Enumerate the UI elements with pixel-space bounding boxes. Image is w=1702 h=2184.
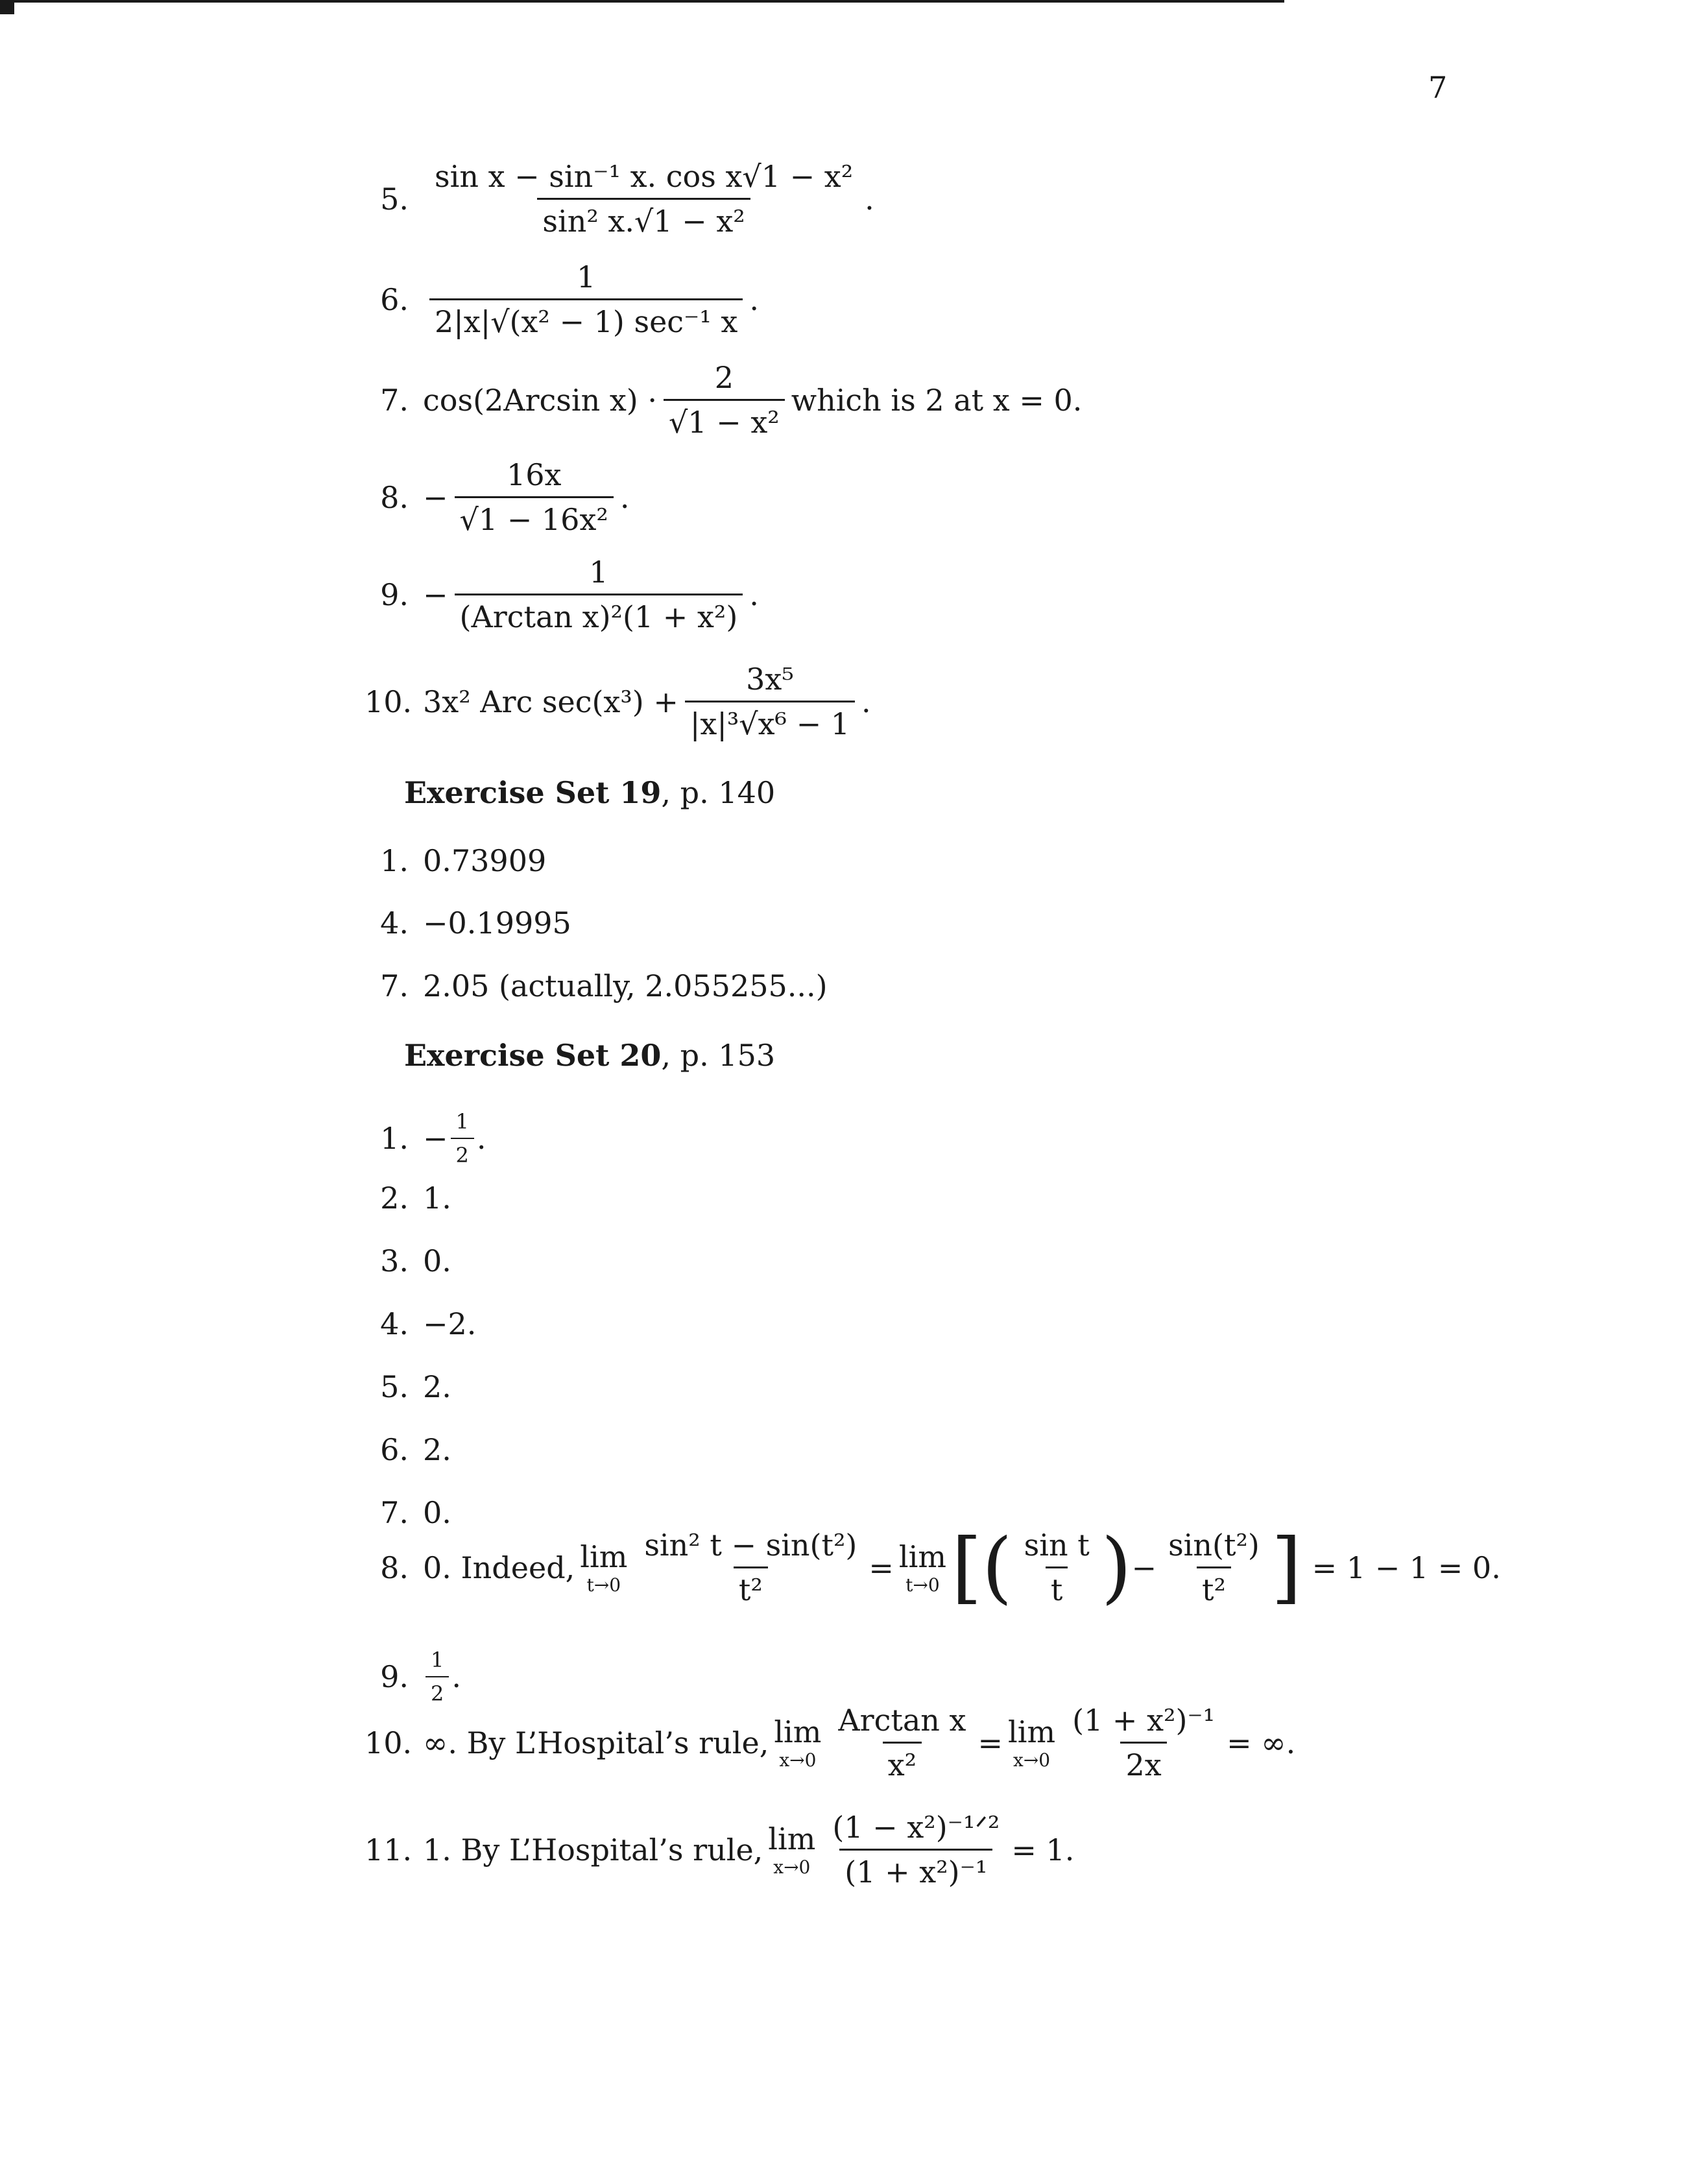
answer-number: 3. bbox=[380, 1243, 409, 1278]
expression-tail: = 1. bbox=[1011, 1832, 1075, 1867]
expression-tail: = 1 − 1 = 0. bbox=[1312, 1550, 1501, 1585]
set20-answer-10 bbox=[365, 1703, 1295, 1782]
set20-answer-8 bbox=[376, 1522, 1501, 1613]
numerator: sin x − sin⁻¹ x. cos x√1 − x² bbox=[435, 159, 854, 194]
left-bracket: [ bbox=[951, 1522, 982, 1613]
minus-sign: − bbox=[1131, 1550, 1157, 1585]
answer-9 bbox=[376, 555, 759, 634]
fraction bbox=[1019, 1528, 1095, 1607]
set20-answer bbox=[376, 1432, 451, 1467]
answer-text: 0. bbox=[423, 1243, 451, 1278]
denominator: √1 − x² bbox=[664, 399, 785, 440]
fraction bbox=[827, 1810, 1005, 1890]
answer-number: 9. bbox=[380, 1659, 409, 1694]
numerator: sin(t²) bbox=[1168, 1528, 1260, 1563]
answer-text: 2.05 (actually, 2.055255...) bbox=[423, 968, 828, 1003]
set20-answer bbox=[376, 1306, 476, 1341]
numerator: 1 bbox=[589, 555, 608, 590]
expression-lead: cos(2Arcsin x) · bbox=[423, 382, 657, 418]
limit-label: lim bbox=[768, 1821, 816, 1856]
numerator: 16x bbox=[506, 457, 562, 492]
answer-6 bbox=[376, 259, 759, 339]
denominator: x² bbox=[883, 1742, 922, 1782]
exercise-set-20-heading bbox=[404, 1038, 775, 1073]
heading-page-ref: , p. 153 bbox=[661, 1038, 776, 1073]
fraction bbox=[455, 555, 743, 634]
denominator: 2x bbox=[1120, 1742, 1166, 1782]
heading-title: Exercise Set 20 bbox=[404, 1038, 662, 1073]
punctuation: . bbox=[749, 577, 759, 612]
set20-answer-1 bbox=[376, 1109, 486, 1168]
punctuation: . bbox=[861, 684, 871, 719]
expression-tail: which is 2 at x = 0. bbox=[791, 382, 1083, 418]
equals-sign: = bbox=[869, 1550, 894, 1585]
set20-answer bbox=[376, 1181, 451, 1216]
answer-text: 2. bbox=[423, 1432, 451, 1467]
answer-number: 1. bbox=[380, 843, 409, 878]
numerator: (1 − x²)⁻¹ᐟ² bbox=[832, 1810, 1000, 1845]
answer-number: 5. bbox=[380, 181, 409, 217]
punctuation: . bbox=[451, 1659, 461, 1694]
fraction bbox=[429, 159, 858, 239]
set20-answer-11 bbox=[365, 1810, 1074, 1890]
answer-number: 10. bbox=[365, 1725, 413, 1760]
numerator: 2 bbox=[714, 360, 734, 395]
set19-answer bbox=[376, 906, 571, 941]
numerator: sin t bbox=[1024, 1528, 1090, 1563]
limit-subscript: x→0 bbox=[1013, 1749, 1051, 1771]
denominator: sin² x.√1 − x² bbox=[537, 198, 750, 239]
page-number: 7 bbox=[1428, 70, 1448, 105]
answer-10 bbox=[365, 662, 871, 741]
right-bracket: ] bbox=[1271, 1522, 1302, 1613]
answer-8 bbox=[376, 457, 629, 537]
set19-answer bbox=[376, 843, 546, 878]
fraction bbox=[1067, 1703, 1220, 1782]
minus-sign: − bbox=[423, 479, 448, 515]
answer-number: 7. bbox=[380, 382, 409, 418]
answer-number: 6. bbox=[380, 1432, 409, 1467]
answer-number: 9. bbox=[380, 577, 409, 612]
denominator: 2|x|√(x² − 1) sec⁻¹ x bbox=[429, 298, 743, 339]
limit-label: lim bbox=[774, 1714, 822, 1749]
exercise-set-19-heading bbox=[404, 775, 775, 810]
punctuation: . bbox=[749, 282, 759, 317]
numerator: 1 bbox=[455, 1109, 469, 1134]
answer-text: 0. bbox=[423, 1495, 451, 1530]
denominator: |x|³√x⁶ − 1 bbox=[685, 701, 855, 741]
denominator: 2 bbox=[426, 1676, 449, 1706]
heading-page-ref: , p. 140 bbox=[661, 775, 776, 810]
left-paren: ( bbox=[981, 1522, 1013, 1613]
fraction bbox=[429, 259, 743, 339]
answer-number: 7. bbox=[380, 968, 409, 1003]
limit-subscript: x→0 bbox=[773, 1856, 811, 1878]
fraction bbox=[426, 1648, 449, 1706]
answer-number: 1. bbox=[380, 1121, 409, 1156]
minus-sign: − bbox=[423, 1121, 448, 1156]
fraction bbox=[685, 662, 855, 741]
limit-label: lim bbox=[580, 1539, 628, 1574]
answer-number: 10. bbox=[365, 684, 413, 719]
punctuation: . bbox=[619, 479, 630, 515]
answer-number: 5. bbox=[380, 1369, 409, 1404]
scan-corner-mark bbox=[0, 0, 14, 14]
limit-operator bbox=[774, 1714, 821, 1771]
numerator: (1 + x²)⁻¹ bbox=[1072, 1703, 1216, 1738]
fraction bbox=[455, 457, 614, 537]
heading-title: Exercise Set 19 bbox=[404, 775, 662, 810]
set20-answer-9 bbox=[376, 1648, 461, 1706]
set19-answer bbox=[376, 968, 828, 1003]
punctuation: . bbox=[865, 181, 874, 217]
numerator: 1 bbox=[431, 1648, 444, 1672]
numerator: Arctan x bbox=[838, 1703, 966, 1738]
limit-label: lim bbox=[1008, 1714, 1056, 1749]
answer-text: 0.73909 bbox=[423, 843, 547, 878]
expression-tail: = ∞. bbox=[1227, 1725, 1296, 1760]
minus-sign: − bbox=[423, 577, 448, 612]
answer-number: 8. bbox=[380, 1550, 409, 1585]
denominator: (1 + x²)⁻¹ bbox=[839, 1849, 992, 1890]
set20-answer bbox=[376, 1243, 451, 1278]
fraction bbox=[664, 360, 785, 440]
fraction bbox=[1163, 1528, 1265, 1607]
right-paren: ) bbox=[1101, 1522, 1132, 1613]
answer-text: −0.19995 bbox=[423, 906, 571, 941]
answer-number: 7. bbox=[380, 1495, 409, 1530]
set20-answer bbox=[376, 1495, 451, 1530]
numerator: sin² t − sin(t²) bbox=[644, 1528, 857, 1563]
limit-label: lim bbox=[898, 1539, 946, 1574]
answer-number: 6. bbox=[380, 282, 409, 317]
expression-lead: ∞. By L’Hospital’s rule, bbox=[423, 1725, 769, 1760]
fraction bbox=[451, 1109, 474, 1168]
expression-lead: 1. By L’Hospital’s rule, bbox=[423, 1832, 763, 1867]
answer-number: 4. bbox=[380, 906, 409, 941]
limit-operator bbox=[580, 1539, 627, 1596]
fraction bbox=[833, 1703, 971, 1782]
limit-subscript: x→0 bbox=[779, 1749, 817, 1771]
equals-sign: = bbox=[977, 1725, 1003, 1760]
answer-text: 1. bbox=[423, 1181, 451, 1216]
denominator: t² bbox=[734, 1566, 768, 1607]
answer-7 bbox=[376, 360, 1082, 440]
denominator: 2 bbox=[451, 1138, 474, 1168]
answer-number: 8. bbox=[380, 479, 409, 515]
limit-subscript: t→0 bbox=[905, 1574, 940, 1596]
scan-edge-line bbox=[0, 0, 1284, 3]
answer-number: 4. bbox=[380, 1306, 409, 1341]
limit-operator bbox=[768, 1821, 815, 1878]
answer-number: 11. bbox=[365, 1832, 413, 1867]
answer-text: −2. bbox=[423, 1306, 477, 1341]
expression-lead: 3x² Arc sec(x³) + bbox=[423, 684, 678, 719]
denominator: t bbox=[1046, 1566, 1068, 1607]
punctuation: . bbox=[476, 1121, 486, 1156]
set20-answer bbox=[376, 1369, 451, 1404]
limit-operator bbox=[899, 1539, 946, 1596]
numerator: 3x⁵ bbox=[746, 662, 794, 697]
fraction bbox=[639, 1528, 862, 1607]
expression-lead: 0. Indeed, bbox=[423, 1550, 575, 1585]
answer-number: 2. bbox=[380, 1181, 409, 1216]
denominator: √1 − 16x² bbox=[455, 496, 614, 537]
limit-operator bbox=[1008, 1714, 1055, 1771]
denominator: (Arctan x)²(1 + x²) bbox=[455, 594, 743, 634]
answer-5 bbox=[376, 159, 874, 239]
numerator: 1 bbox=[577, 259, 596, 294]
limit-subscript: t→0 bbox=[586, 1574, 621, 1596]
answer-text: 2. bbox=[423, 1369, 451, 1404]
denominator: t² bbox=[1197, 1566, 1231, 1607]
